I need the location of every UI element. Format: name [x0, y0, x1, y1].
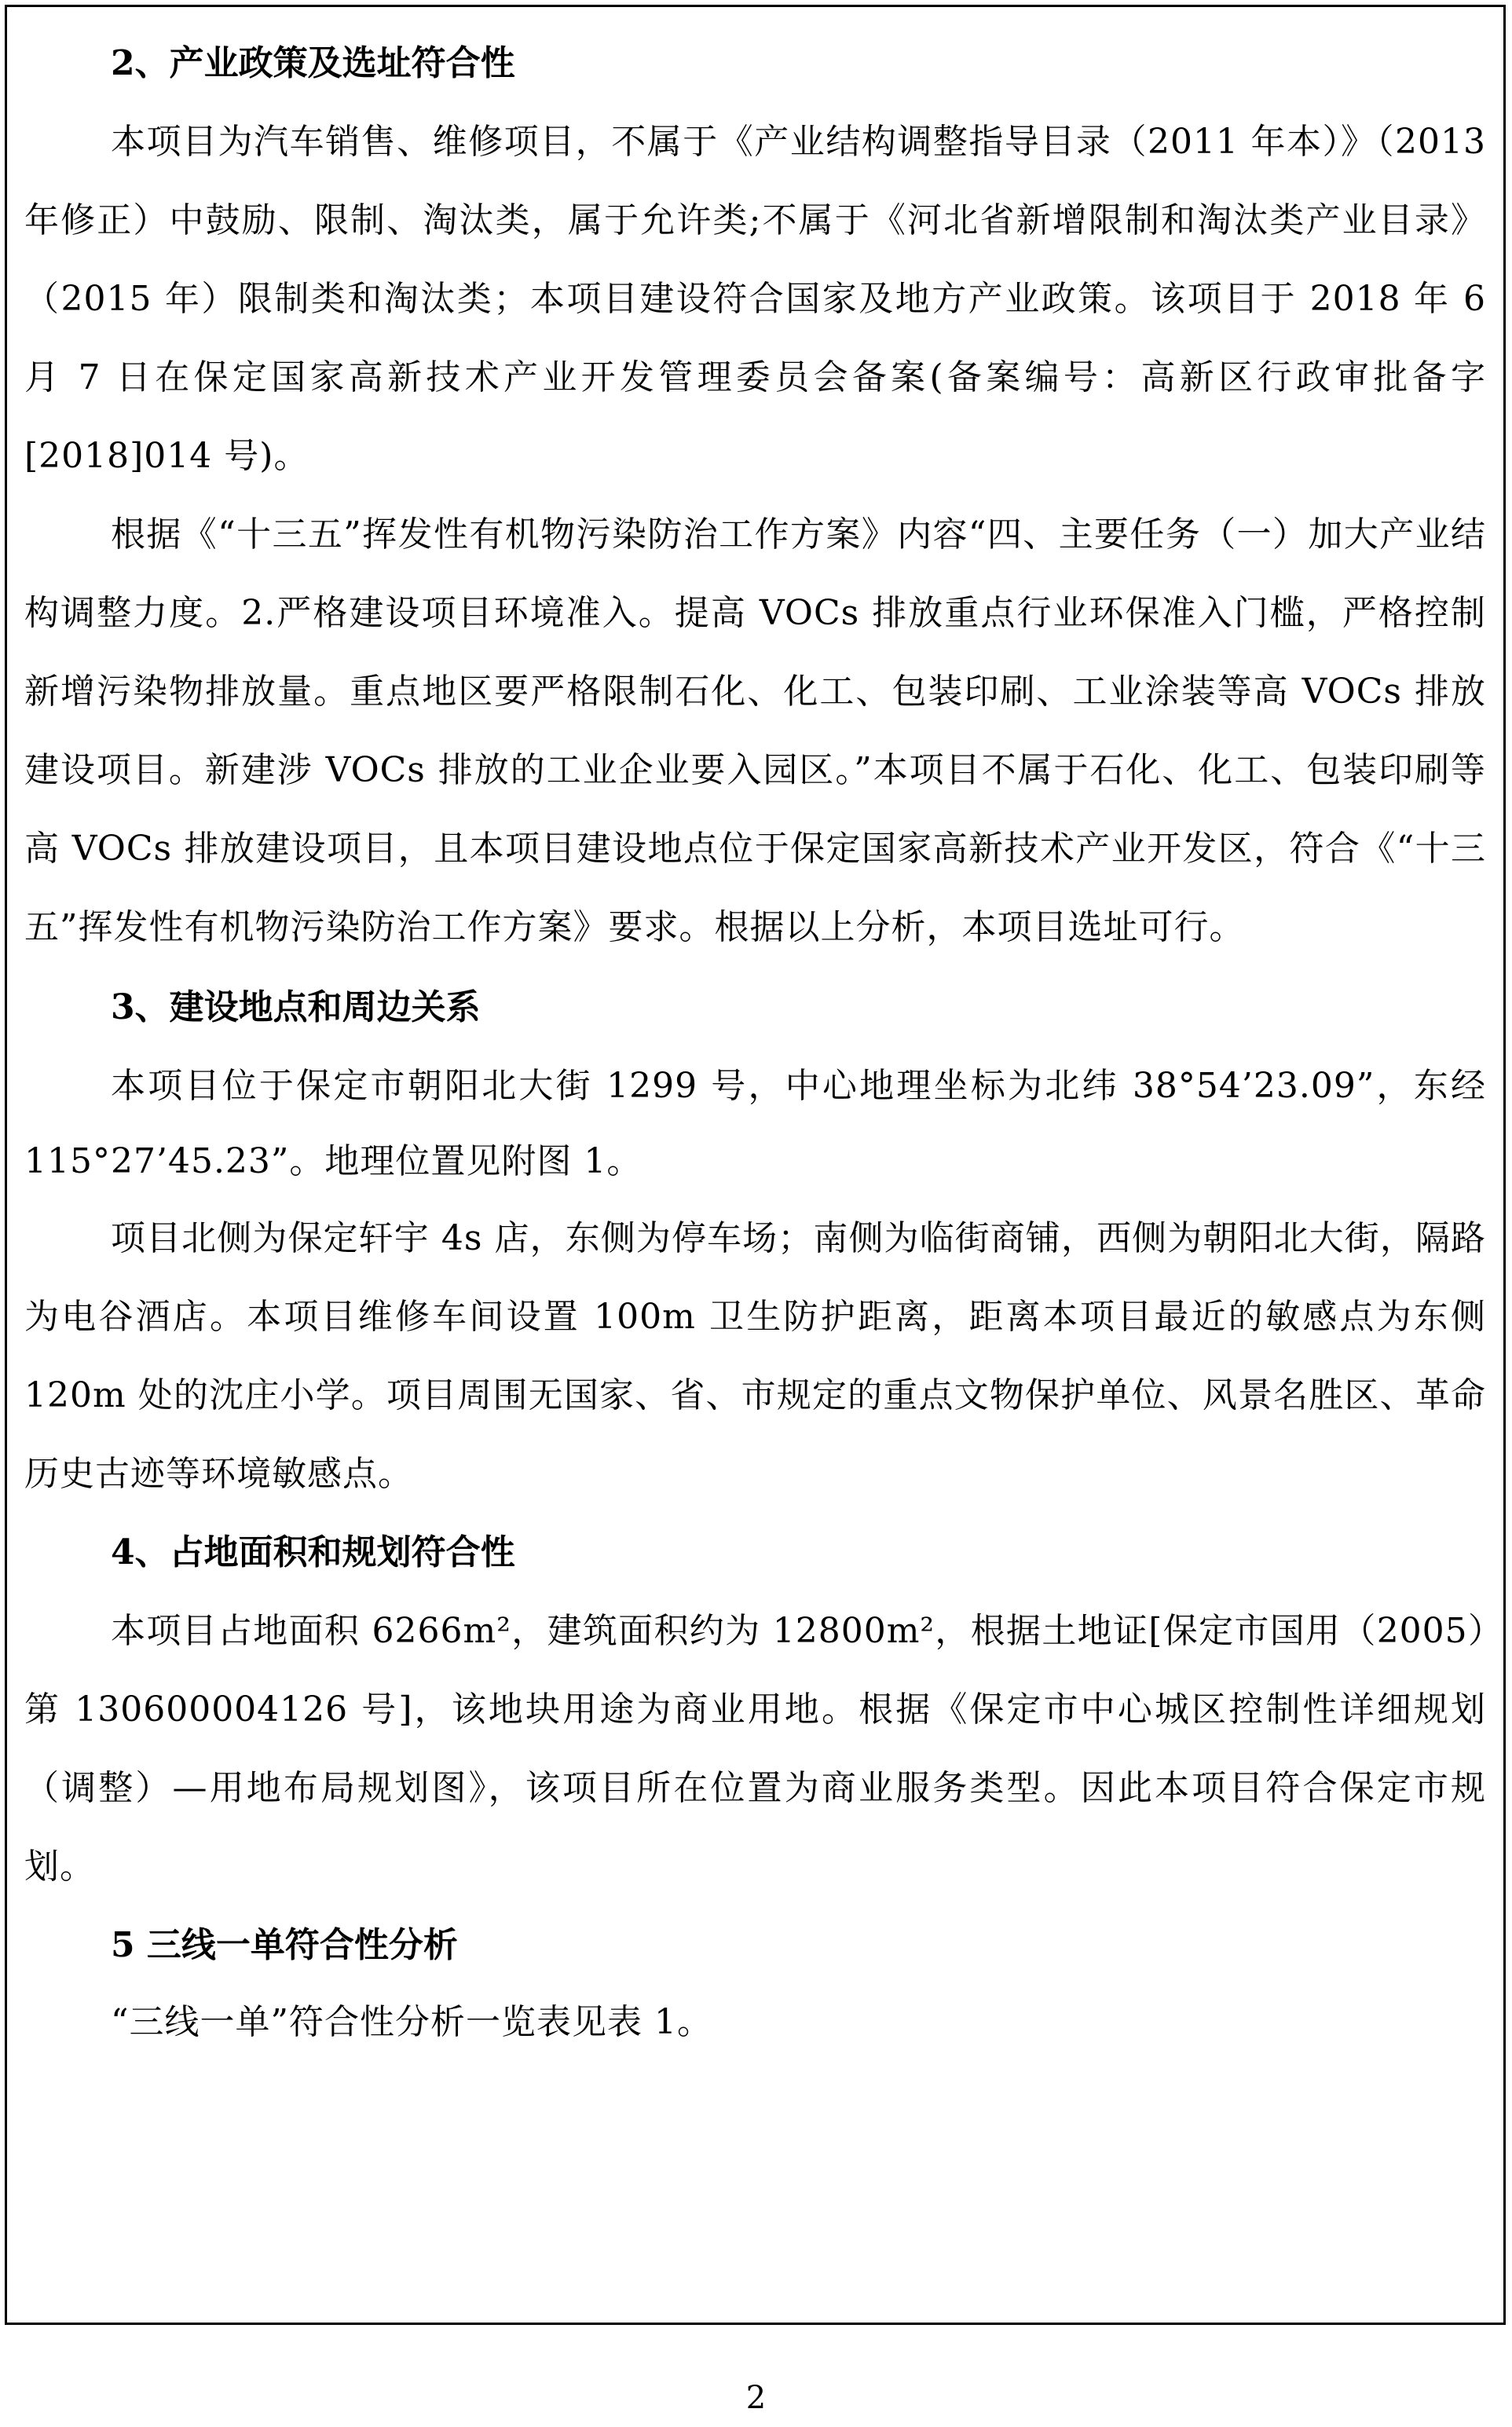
paragraph-location: 本项目位于保定市朝阳北大街 1299 号，中心地理坐标为北纬 38°54’23.09”，东经 115°27’45.23”。地理位置见附图 1。	[24, 1066, 1486, 1181]
paragraph-policy-compliance: 本项目为汽车销售、维修项目，不属于《产业结构调整指导目录（2011 年本）》（2013 年修正）中鼓励、限制、淘汰类，属于允许类;不属于《河北省新增限制和淘汰类产业目录》（2015 年）限制类和淘汰类；本项目建设符合国家及地方产业政策。该项目于 2018 年 6 月 7 日在保定国家高新技术产业开发管理委员会备案(备案编号：高新区行政审批备字[2018]014 号)。	[24, 122, 1486, 476]
paragraph-surroundings: 项目北侧为保定轩宇 4s 店，东侧为停车场；南侧为临街商铺，西侧为朝阳北大街，隔路为电谷酒店。本项目维修车间设置 100m 卫生防护距离，距离本项目最近的敏感点为东侧 120m 处的沈庄小学。项目周围无国家、省、市规定的重点文物保护单位、风景名胜区、革命历史古迹等环境敏感点。	[24, 1218, 1486, 1494]
page-number: 2	[745, 2380, 767, 2416]
document-frame	[5, 5, 1506, 2325]
section-heading-land-planning: 4、占地面积和规划符合性	[111, 1532, 515, 1572]
paragraph-vocs-plan: 根据《“十三五”挥发性有机物污染防治工作方案》内容“四、主要任务（一）加大产业结构调整力度。2.严格建设项目环境准入。提高 VOCs 排放重点行业环保准入门槛，严格控制新增污染物排放量。重点地区要严格限制石化、化工、包装印刷、工业涂装等高 VOCs 排放建设项目。新建涉 VOCs 排放的工业企业要入园区。”本项目不属于石化、化工、包装印刷等高 VOCs 排放建设项目，且本项目建设地点位于保定国家高新技术产业开发区，符合《“十三五”挥发性有机物污染防治工作方案》要求。根据以上分析，本项目选址可行。	[24, 514, 1486, 947]
section-heading-industrial-policy: 2、产业政策及选址符合性	[111, 43, 515, 83]
section-heading-three-lines: 5 三线一单符合性分析	[111, 1925, 458, 1965]
paragraph-land-planning: 本项目占地面积 6266m²，建筑面积约为 12800m²，根据土地证[保定市国用（2005）第 130600004126 号]，该地块用途为商业用地。根据《保定市中心城区控制性详细规划（调整）—用地布局规划图》，该项目所在位置为商业服务类型。因此本项目符合保定市规划。	[24, 1611, 1486, 1887]
document-content	[24, 24, 1486, 2060]
section-heading-location: 3、建设地点和周边关系	[111, 987, 481, 1027]
paragraph-three-lines: “三线一单”符合性分析一览表见表 1。	[111, 2002, 712, 2042]
